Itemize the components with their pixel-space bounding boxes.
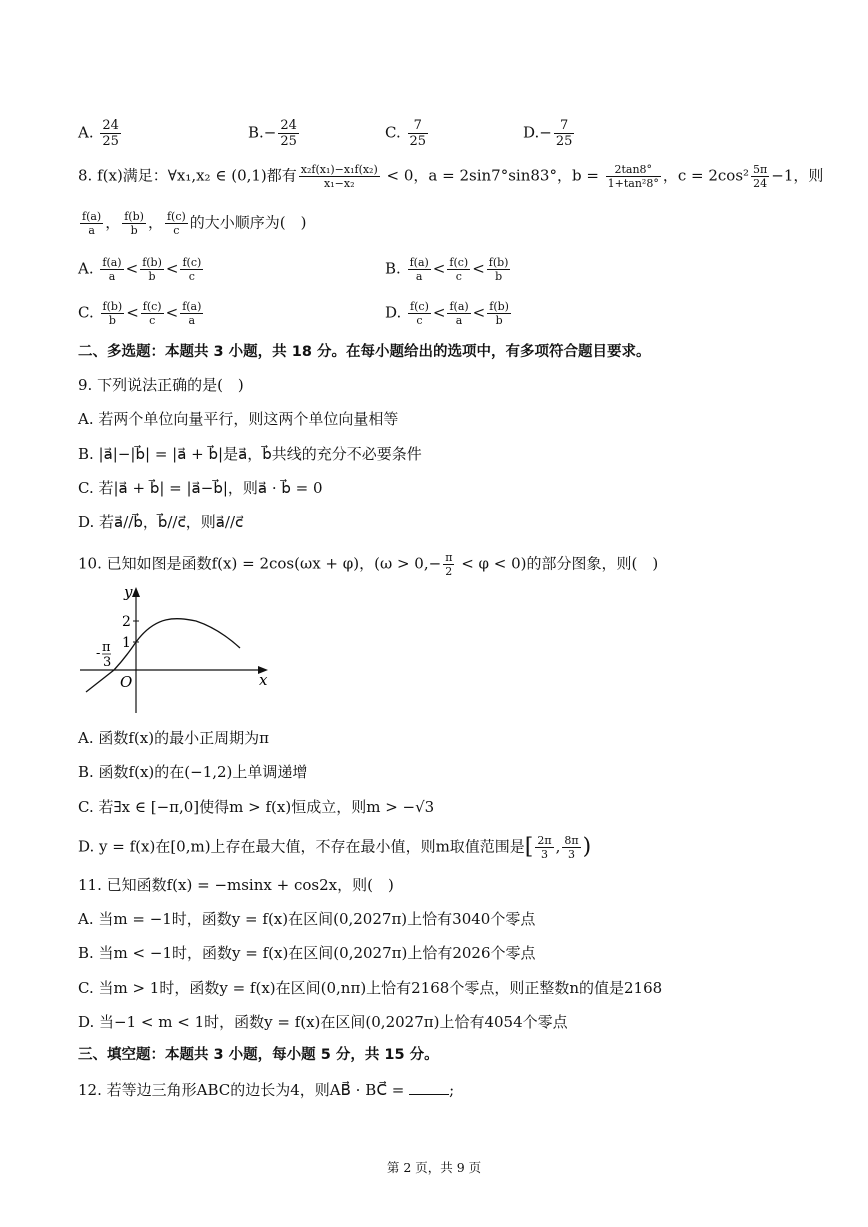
fraction: $\frac{f(a)}{a}$ <box>82 210 102 237</box>
answer-blank[interactable] <box>409 1080 449 1095</box>
q11-option-b: B. 当m < −1时，函数y = f(x)在区间(0,2027π)上恰有2026个零点 <box>78 944 536 962</box>
q9-option-b: B. |a⃗|−|b⃗| = |a⃗ + b⃗|是a⃗，b⃗共线的充分不必要条件 <box>78 445 422 463</box>
q8-stem-2: $\frac{f(a)}{a}$ ， $\frac{f(b)}{b}$ ， $\frac{f(c)}{c}$ 的大小顺序为( ) <box>82 210 307 237</box>
q8-stem: 8. f(x)满足：∀x₁,x₂ ∈ (0,1)都有 $\frac{\text{x₂f(x₁)−x₁f(x₂)}}{\text{x₁−x₂}}$ < 0，a = 2sin7°sin83°，b = $\frac{2\tan 8^\circ}{\text{1+tan²8°}}$ ，c = 2cos² $\frac{5\pi}{24}$ −1，则 <box>78 163 824 190</box>
fraction: $\frac{f(b)}{b}$ <box>124 210 144 237</box>
q8-option-b: B. $\frac{f(a)}{a}$ < $\frac{f(c)}{c}$ < $\frac{f(b)}{b}$ <box>385 256 509 283</box>
q8-option-c: C. $\frac{f(b)}{b}$ < $\frac{f(c)}{c}$ < $\frac{f(a)}{a}$ <box>78 300 202 327</box>
q10-option-c: C. 若∃x ∈ [−π,0]使得m > f(x)恒成立，则m > −√3 <box>78 798 435 816</box>
fraction: $\frac{7}{25}$ <box>409 118 427 149</box>
q10-option-b: B. 函数f(x)的在(−1,2)上单调递增 <box>78 763 308 781</box>
fraction: $\frac{f(c)}{c}$ <box>166 210 186 237</box>
q9-option-a: A. 若两个单位向量平行，则这两个单位向量相等 <box>78 410 399 428</box>
fraction: $\frac{24}{25}$ <box>102 118 119 149</box>
tick-label-1: 1 <box>122 635 131 651</box>
q9-stem: 9. 下列说法正确的是( ) <box>78 376 244 394</box>
q10-graph <box>78 585 278 715</box>
q7-option-c: C. $\frac{7}{25}$ <box>385 118 427 149</box>
fraction: $\frac{7}{25}$ <box>555 118 573 149</box>
q7-option-d: D.− $\frac{7}{25}$ <box>523 118 573 149</box>
q9-option-d: D. 若a⃗//b⃗，b⃗//c⃗，则a⃗//c⃗ <box>78 513 244 531</box>
q8-option-a: A. $\frac{f(a)}{a}$ < $\frac{f(b)}{b}$ < $\frac{f(c)}{c}$ <box>78 256 202 283</box>
q8-option-d: D. $\frac{f(c)}{c}$ < $\frac{f(a)}{a}$ < $\frac{f(b)}{b}$ <box>385 300 509 327</box>
tick-label-neg-pi-3-den: 3 <box>103 655 112 670</box>
q10-option-d: D. y = f(x)在[0,m)上存在最大值，不存在最小值，则m取值范围是[ $\frac{2\pi}{3}$ , $\frac{8\pi}{3}$ ) <box>78 834 592 861</box>
tick-label-neg-pi-3-num: π <box>102 640 111 655</box>
q11-option-a: A. 当m = −1时，函数y = f(x)在区间(0,2027π)上恰有3040个零点 <box>78 910 536 928</box>
q12-stem: 12. 若等边三角形ABC的边长为4，则AB⃗ · BC⃗ = ; <box>78 1081 455 1099</box>
q11-option-d: D. 当−1 < m < 1时，函数y = f(x)在区间(0,2027π)上恰有4054个零点 <box>78 1013 568 1031</box>
q9-option-c: C. 若|a⃗ + b⃗| = |a⃗−b⃗|，则a⃗ · b⃗ = 0 <box>78 479 323 497</box>
q7-option-b: B.− $\frac{24}{25}$ <box>248 118 297 149</box>
fraction: $\frac{24}{25}$ <box>280 118 297 149</box>
fraction: $\frac{\pi}{2}$ <box>445 551 453 578</box>
tick-label-neg-pi-3-minus: - <box>96 646 101 661</box>
x-axis-label: x <box>259 671 268 689</box>
origin-label: O <box>120 673 133 691</box>
page-footer: 第 2 页，共 9 页 <box>386 1160 482 1175</box>
tick-label-2: 2 <box>122 614 131 630</box>
q10-option-a: A. 函数f(x)的最小正周期为π <box>78 729 269 747</box>
fraction: $\frac{\text{x₂f(x₁)−x₁f(x₂)}}{\text{x₁−x₂}}$ <box>300 163 378 190</box>
q10-stem: 10. 已知如图是函数f(x) = 2cos(ωx + φ)，(ω > 0,− $\frac{\pi}{2}$ < φ < 0)的部分图象，则( ) <box>78 551 659 578</box>
fraction: $\frac{5\pi}{24}$ <box>753 163 768 190</box>
q11-stem: 11. 已知函数f(x) = −msinx + cos2x，则( ) <box>78 876 394 894</box>
fraction: $\frac{2\tan 8^\circ}{\text{1+tan²8°}}$ <box>607 163 659 190</box>
section-heading-fill-in: 三、填空题：本题共 3 小题，每小题 5 分，共 15 分。 <box>78 1047 439 1063</box>
q7-option-a: A. $\frac{24}{25}$ <box>78 118 119 149</box>
q11-option-c: C. 当m > 1时，函数y = f(x)在区间(0,nπ)上恰有2168个零点，则正整数n的值是2168 <box>78 979 663 997</box>
y-axis-arrow <box>132 587 140 597</box>
section-heading-multi-choice: 二、多选题：本题共 3 小题，共 18 分。在每小题给出的选项中，有多项符合题目要求。 <box>78 344 651 360</box>
y-axis-label: y <box>124 585 133 601</box>
